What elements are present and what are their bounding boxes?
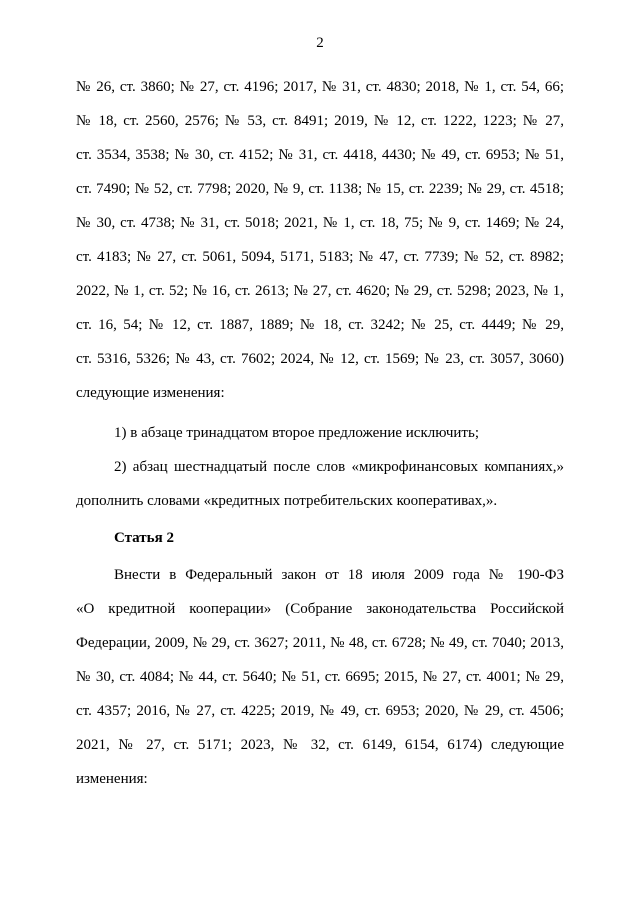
article-2-line: Федерации, 2009, № 29, ст. 3627; 2011, № 48, ст. 6728; № 49, ст. 7040; 2013, [76, 635, 564, 651]
paragraph-line: № 26, ст. 3860; № 27, ст. 4196; 2017, № 31, ст. 4830; 2018, № 1, ст. 54, 66; [76, 79, 564, 95]
article-2-line: ст. 4357; 2016, № 27, ст. 4225; 2019, № 49, ст. 6953; 2020, № 29, ст. 4506; [76, 703, 564, 719]
paragraph-line: № 18, ст. 2560, 2576; № 53, ст. 8491; 2019, № 12, ст. 1222, 1223; № 27, [76, 113, 564, 129]
paragraph-line: ст. 3534, 3538; № 30, ст. 4152; № 31, ст. 4418, 4430; № 49, ст. 6953; № 51, [76, 147, 564, 163]
paragraph-line: ст. 4183; № 27, ст. 5061, 5094, 5171, 5183; № 47, ст. 7739; № 52, ст. 8982; [76, 249, 564, 265]
article-2-line: «О кредитной кооперации» (Собрание законодательства Российской [76, 601, 564, 617]
article-2-line: № 30, ст. 4084; № 44, ст. 5640; № 51, ст. 6695; 2015, № 27, ст. 4001; № 29, [76, 669, 564, 685]
paragraph-line: № 30, ст. 4738; № 31, ст. 5018; 2021, № 1, ст. 18, 75; № 9, ст. 1469; № 24, [76, 215, 564, 231]
list-item-2-line-1: 2) абзац шестнадцатый после слов «микрофинансовых компаниях,» [114, 459, 564, 475]
list-item-1: 1) в абзаце тринадцатом второе предложение исключить; [114, 425, 479, 441]
article-2-line: 2021, № 27, ст. 5171; 2023, № 32, ст. 6149, 6154, 6174) следующие [76, 737, 564, 753]
article-2-line: изменения: [76, 771, 148, 787]
paragraph-line: ст. 5316, 5326; № 43, ст. 7602; 2024, № 12, ст. 1569; № 23, ст. 3057, 3060) [76, 351, 564, 367]
paragraph-line: ст. 7490; № 52, ст. 7798; 2020, № 9, ст. 1138; № 15, ст. 2239; № 29, ст. 4518; [76, 181, 564, 197]
article-2-heading: Статья 2 [114, 530, 174, 546]
paragraph-line: ст. 16, 54; № 12, ст. 1887, 1889; № 18, ст. 3242; № 25, ст. 4449; № 29, [76, 317, 564, 333]
list-item-2-line-2: дополнить словами «кредитных потребительских кооперативах,». [76, 493, 498, 509]
paragraph-line: 2022, № 1, ст. 52; № 16, ст. 2613; № 27, ст. 4620; № 29, ст. 5298; 2023, № 1, [76, 283, 564, 299]
page-number: 2 [316, 35, 324, 51]
article-2-line: Внести в Федеральный закон от 18 июля 2009 года № 190-ФЗ [114, 567, 564, 583]
paragraph-line: следующие изменения: [76, 385, 225, 401]
